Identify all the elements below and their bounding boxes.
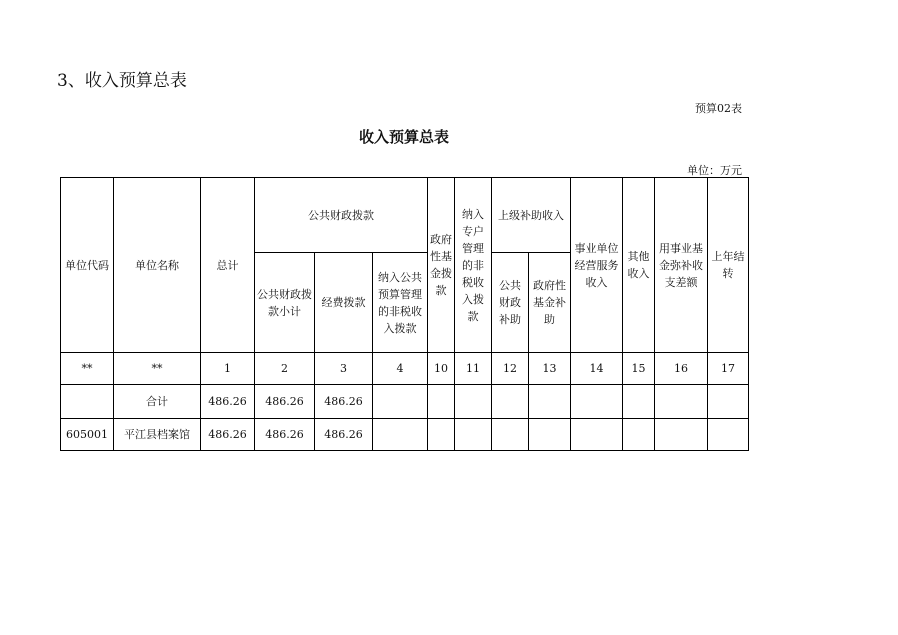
section-title: 3、收入预算总表: [57, 71, 187, 91]
empty-cell: [492, 385, 529, 419]
row-pf-subtotal: 486.26: [255, 385, 315, 419]
empty-cell: [492, 419, 529, 451]
index-cell: **: [114, 353, 201, 385]
header-total: 总计: [201, 178, 255, 353]
header-unit-code: 单位代码: [61, 178, 114, 353]
header-pf-subtotal: 公共财政拨款小计: [255, 253, 315, 353]
header-row-1: [61, 178, 749, 253]
header-business-income: 事业单位经营服务收入: [571, 178, 623, 353]
index-row: [61, 353, 749, 385]
table-row: [61, 419, 749, 451]
row-pf-subtotal: 486.26: [255, 419, 315, 451]
index-cell: 14: [571, 353, 623, 385]
empty-cell: [373, 419, 428, 451]
row-total: 486.26: [201, 419, 255, 451]
index-cell: 1: [201, 353, 255, 385]
header-other-income: 其他收入: [623, 178, 655, 353]
index-cell: 11: [455, 353, 492, 385]
document-title: 收入预算总表: [358, 128, 449, 146]
empty-cell: [428, 419, 455, 451]
header-fund-offset: 用事业基金弥补收支差额: [655, 178, 708, 353]
empty-cell: [455, 385, 492, 419]
index-cell: **: [61, 353, 114, 385]
empty-cell: [428, 385, 455, 419]
index-cell: 15: [623, 353, 655, 385]
header-public-finance: 公共财政拨款: [255, 178, 428, 253]
index-cell: 12: [492, 353, 529, 385]
header-sub-gov-fund: 政府性基金补助: [529, 253, 571, 353]
empty-cell: [655, 385, 708, 419]
empty-cell: [455, 419, 492, 451]
index-cell: 4: [373, 353, 428, 385]
row-unit-name: 合计: [114, 385, 201, 419]
unit-label: 单位：万元: [687, 164, 742, 177]
table-row: [61, 385, 749, 419]
empty-cell: [708, 419, 749, 451]
row-unit-code: [61, 385, 114, 419]
empty-cell: [571, 385, 623, 419]
empty-cell: [708, 385, 749, 419]
empty-cell: [623, 385, 655, 419]
empty-cell: [623, 419, 655, 451]
row-unit-code: 605001: [61, 419, 114, 451]
header-special-nontax: 纳入专户管理的非税收入拨款: [455, 178, 492, 353]
header-gov-fund: 政府性基金拨款: [428, 178, 455, 353]
index-cell: 10: [428, 353, 455, 385]
index-cell: 2: [255, 353, 315, 385]
row-total: 486.26: [201, 385, 255, 419]
row-unit-name: 平江县档案馆: [114, 419, 201, 451]
empty-cell: [655, 419, 708, 451]
header-sub-public: 公共财政补助: [492, 253, 529, 353]
row-pf-funding: 486.26: [315, 419, 373, 451]
index-cell: 16: [655, 353, 708, 385]
index-cell: 3: [315, 353, 373, 385]
income-budget-table: [60, 177, 749, 451]
empty-cell: [373, 385, 428, 419]
empty-cell: [571, 419, 623, 451]
header-unit-name: 单位名称: [114, 178, 201, 353]
row-pf-funding: 486.26: [315, 385, 373, 419]
header-pf-nontax: 纳入公共预算管理的非税收入拨款: [373, 253, 428, 353]
header-carry-over: 上年结转: [708, 178, 749, 353]
index-cell: 17: [708, 353, 749, 385]
header-superior-subsidy: 上级补助收入: [492, 178, 571, 253]
index-cell: 13: [529, 353, 571, 385]
empty-cell: [529, 419, 571, 451]
form-number: 预算02表: [695, 102, 742, 115]
empty-cell: [529, 385, 571, 419]
header-pf-funding: 经费拨款: [315, 253, 373, 353]
